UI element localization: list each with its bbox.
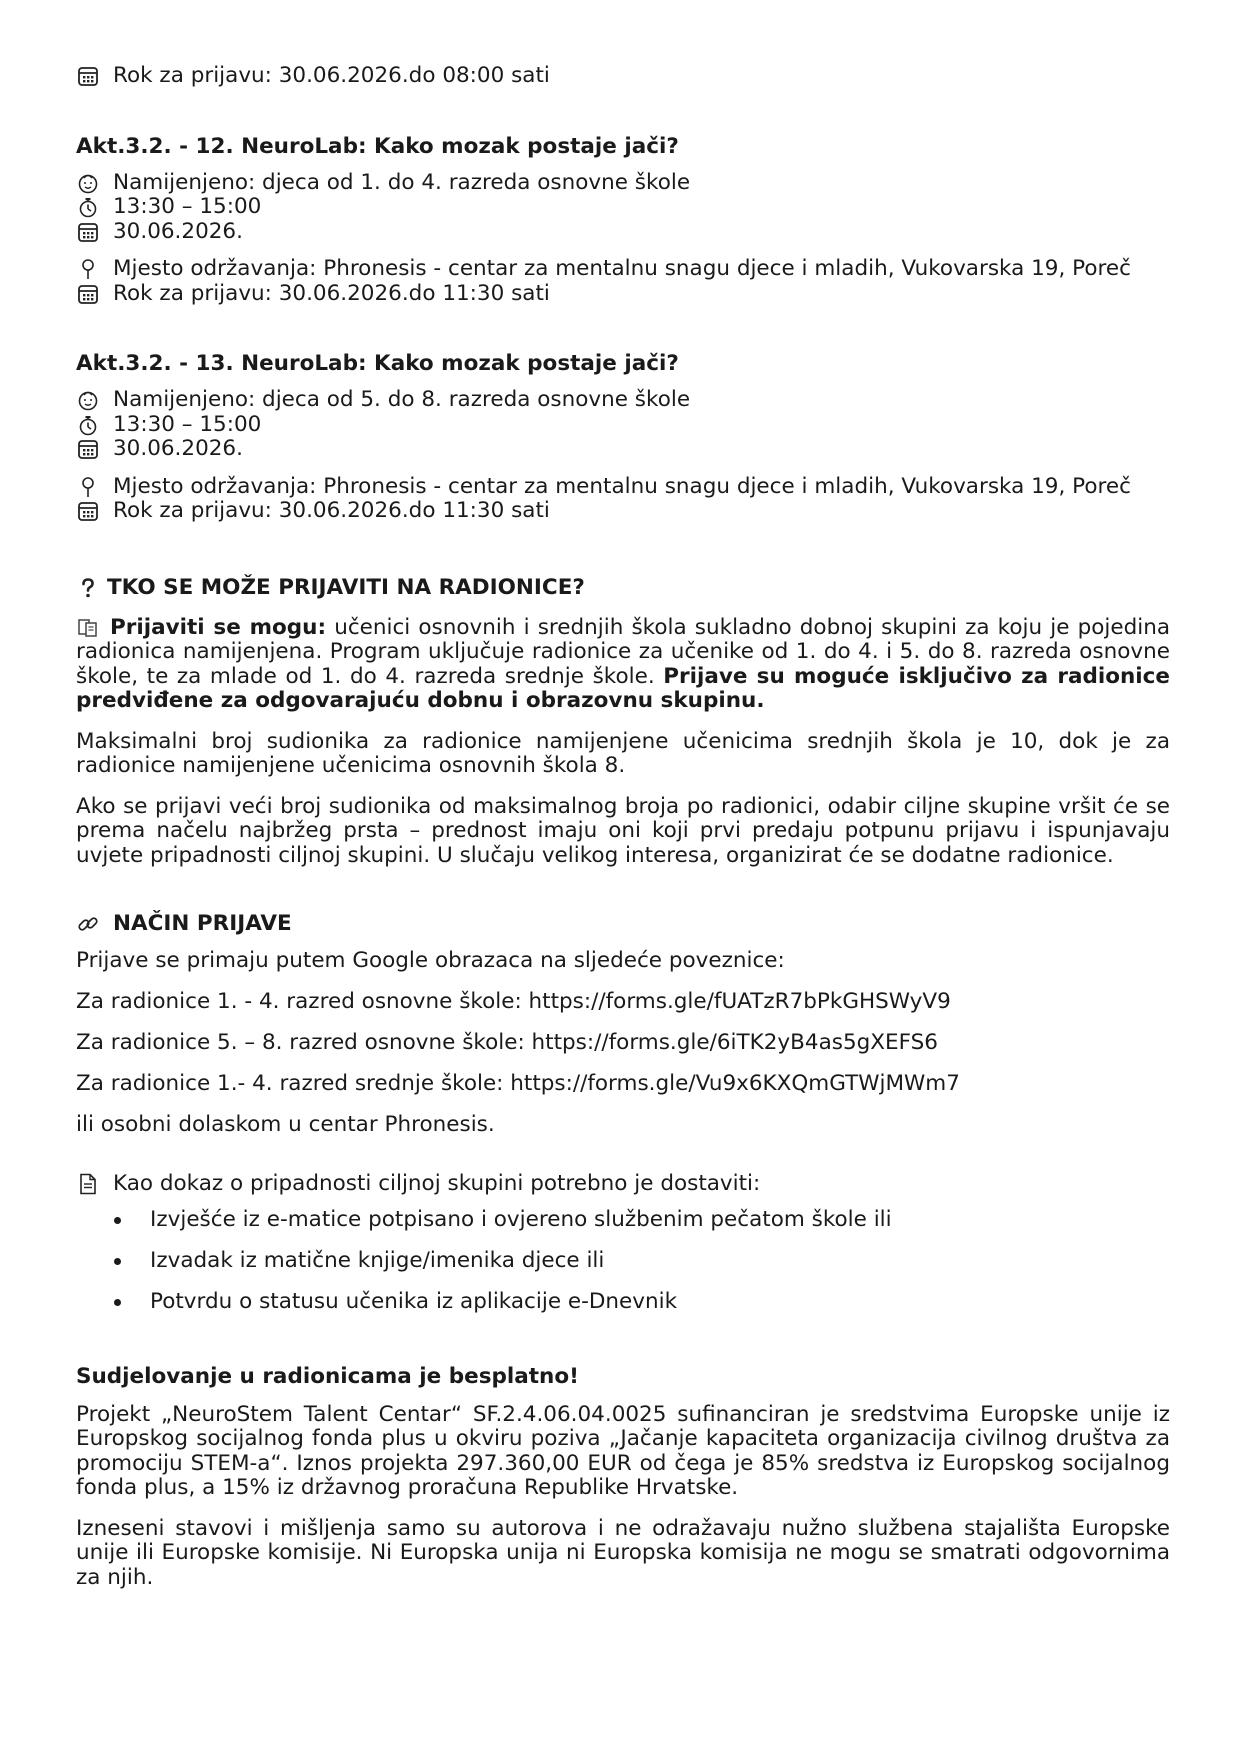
activity-12-title: Akt.3.2. - 12. NeuroLab: Kako mozak postaje jači?	[76, 133, 679, 159]
activity-13-time	[76, 413, 1170, 438]
proof-intro	[76, 1172, 1170, 1197]
activity-12-date-text: 30.06.2026.	[113, 218, 243, 244]
list-item: Izvadak iz matične knjige/imenika djece ili	[76, 1248, 1170, 1274]
calendar-icon	[76, 499, 100, 523]
apply-link-2[interactable]: https://forms.gle/6iTK2yB4as5gXEFS6	[531, 1030, 938, 1055]
child-face-icon	[76, 171, 100, 195]
apply-heading-text: NAČIN PRIJAVE	[113, 911, 292, 936]
footer-paragraph-2: Izneseni stavovi i mišljenja samo su autorova i ne odražavaju nužno službena stajališta Europske unije ili Europske komisije. Ni Europska unija ni Europska komisija ne mogu se smatrati odgovornima za njih.	[76, 1515, 1170, 1590]
apply-alt: ili osobni dolaskom u centar Phronesis.	[76, 1112, 495, 1137]
apply-link-3-label: Za radionice 1.- 4. razred srednje škole:	[76, 1071, 511, 1096]
proof-intro-text: Kao dokaz o pripadnosti ciljnoj skupini potrebno je dostaviti:	[113, 1171, 761, 1196]
top-deadline-text: Rok za prijavu: 30.06.2026.do 08:00 sati	[113, 63, 550, 88]
activity-13-deadline	[76, 499, 1170, 524]
link-icon	[76, 912, 100, 936]
who-p1-bold: Prijaviti se mogu:	[110, 614, 327, 640]
question-mark-icon	[76, 576, 100, 600]
activity-12-audience	[76, 171, 1170, 196]
activity-12-date	[76, 220, 1170, 245]
calendar-icon	[76, 437, 100, 461]
activity-13-location-text: Mjesto održavanja: Phronesis - centar za mentalnu snagu djece i mladih, Vukovarska 19, Poreč	[113, 473, 1131, 499]
apply-link-2-label: Za radionice 5. – 8. razred osnovne škole:	[76, 1030, 532, 1055]
activity-13-audience	[76, 388, 1170, 413]
calendar-icon	[76, 220, 100, 244]
calendar-icon	[76, 64, 100, 88]
apply-intro: Prijave se primaju putem Google obrazaca na sljedeće poveznice:	[76, 948, 785, 973]
who-heading-text: TKO SE MOŽE PRIJAVITI NA RADIONICE?	[107, 574, 585, 600]
activity-13-audience-text: Namijenjeno: djeca od 5. do 8. razreda osnovne škole	[113, 387, 691, 412]
who-paragraph-1	[76, 616, 1170, 714]
apply-link-row-2	[76, 1030, 1170, 1056]
activity-13-date-text: 30.06.2026.	[113, 436, 243, 461]
activity-13-location	[76, 475, 1170, 500]
who-p1-bold-end: Prijave su moguće isključivo za radionice predviđene za odgovarajuću dobnu i obrazovnu skupinu.	[76, 663, 1170, 713]
apply-link-row-3	[76, 1071, 1170, 1097]
activity-13-deadline-text: Rok za prijavu: 30.06.2026.do 11:30 sati	[113, 498, 550, 523]
list-item: Potvrdu o statusu učenika iz aplikacije e-Dnevnik	[76, 1289, 1170, 1315]
list-item: Izvješće iz e-matice potpisano i ovjereno službenim pečatom škole ili	[76, 1207, 1170, 1233]
who-p1-text: učenici osnovnih i srednjih škola sukladno dobnoj skupini za koju je pojedina radionica namijenjena. Program uključuje radionice za učenike od 1. do 4. i 5. do 8. razreda osnovne škole, te za mlade od 1. do 4. razreda srednje škole.	[76, 614, 1171, 689]
top-deadline-line	[76, 64, 1170, 89]
apply-heading	[76, 910, 1170, 938]
activity-13-time-text: 13:30 – 15:00	[113, 411, 262, 437]
activity-12-location-text: Mjesto održavanja: Phronesis - centar za mentalnu snagu djece i mladih, Vukovarska 19, Poreč	[113, 256, 1131, 281]
documents-icon	[76, 616, 100, 640]
footer-heading: Sudjelovanje u radionicama je besplatno!	[76, 1363, 579, 1389]
who-heading	[76, 574, 1170, 602]
who-paragraph-3: Ako se prijavi veći broj sudionika od maksimalnog broja po radionici, odabir ciljne skupine vršit će se prema načelu najbržeg prsta – prednost imaju oni koji prvi predaju potpunu prijavu i ispunjavaju uvjete pripadnosti ciljnoj skupini. U slučaju velikog interesa, organizirat će se dodatne radionice.	[76, 793, 1170, 868]
activity-12-time-text: 13:30 – 15:00	[113, 194, 262, 219]
activity-12-audience-text: Namijenjeno: djeca od 1. do 4. razreda osnovne škole	[113, 169, 691, 195]
apply-link-1-label: Za radionice 1. - 4. razred osnovne škole:	[76, 989, 529, 1014]
apply-link-row-1	[76, 989, 1170, 1015]
document-page	[76, 64, 1170, 1590]
activity-12-deadline-text: Rok za prijavu: 30.06.2026.do 11:30 sati	[113, 280, 550, 306]
calendar-icon	[76, 282, 100, 306]
proof-list	[76, 1207, 1170, 1315]
stopwatch-icon	[76, 413, 100, 437]
apply-link-1[interactable]: https://forms.gle/fUATzR7bPkGHSWyV9	[528, 989, 951, 1014]
activity-13-date	[76, 437, 1170, 462]
location-pin-icon	[76, 257, 100, 281]
stopwatch-icon	[76, 195, 100, 219]
child-face-icon	[76, 388, 100, 412]
activity-13-title: Akt.3.2. - 13. NeuroLab: Kako mozak postaje jači?	[76, 351, 679, 376]
document-icon	[76, 1172, 100, 1196]
who-paragraph-2: Maksimalni broj sudionika za radionice namijenjene učenicima srednjih škola je 10, dok je za radionice namijenjene učenicima osnovnih škola 8.	[76, 728, 1170, 778]
activity-12-location	[76, 257, 1170, 282]
footer-paragraph-1: Projekt „NeuroStem Talent Centar“ SF.2.4.06.04.0025 sufinanciran je sredstvima Europske unije iz Europskog socijalnog fonda plus u okviru poziva „Jačanje kapaciteta organizacija civilnog društva za promociju STEM-a“. Iznos projekta 297.360,00 EUR od čega je 85% sredstva iz Europskog socijalnog fonda plus, a 15% iz državnog proračuna Republike Hrvatske.	[76, 1401, 1170, 1500]
apply-link-3[interactable]: https://forms.gle/Vu9x6KXQmGTWjMWm7	[510, 1071, 960, 1096]
activity-12-time	[76, 195, 1170, 220]
activity-12-deadline	[76, 282, 1170, 307]
location-pin-icon	[76, 475, 100, 499]
